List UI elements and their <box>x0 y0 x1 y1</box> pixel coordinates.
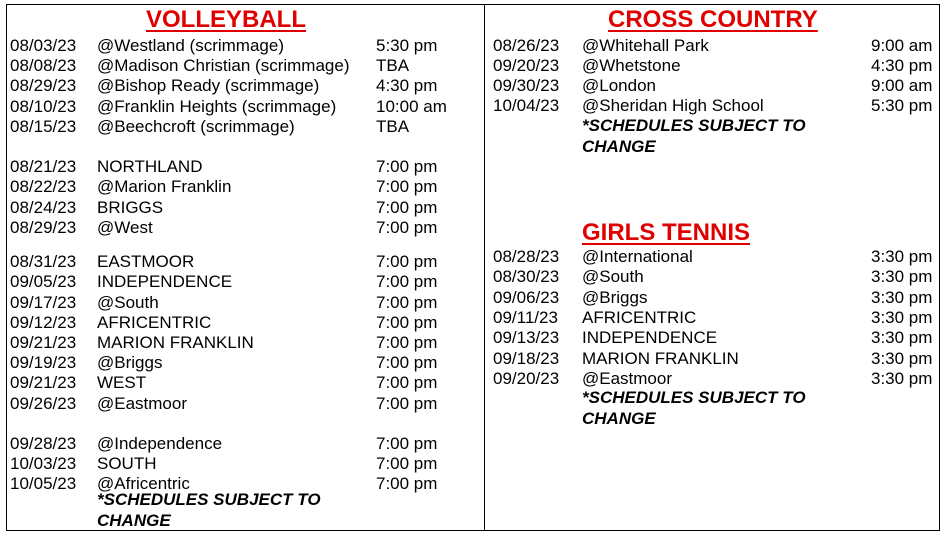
schedule-opponent: @Franklin Heights (scrimmage) <box>97 97 337 116</box>
cross-country-title: CROSS COUNTRY <box>608 6 818 33</box>
schedule-time: 7:00 pm <box>376 353 438 372</box>
schedule-opponent: @West <box>97 218 153 237</box>
schedule-opponent: @Bishop Ready (scrimmage) <box>97 76 320 95</box>
schedule-time: 7:00 pm <box>376 218 438 237</box>
schedule-time: 4:30 pm <box>871 56 933 75</box>
schedule-opponent: SOUTH <box>97 454 157 473</box>
schedule-opponent: AFRICENTRIC <box>97 313 212 332</box>
column-divider <box>484 4 485 531</box>
schedule-time: 7:00 pm <box>376 198 438 217</box>
schedule-opponent: @Eastmoor <box>582 369 673 388</box>
schedule-date: 09/20/23 <box>493 369 560 388</box>
schedule-opponent: @Westland (scrimmage) <box>97 36 284 55</box>
schedule-time: 3:30 pm <box>871 267 933 286</box>
schedule-opponent: @Sheridan High School <box>582 96 764 115</box>
schedule-time: 3:30 pm <box>871 247 933 266</box>
volleyball-note <box>97 490 321 531</box>
schedule-date: 10/03/23 <box>10 454 77 473</box>
schedule-opponent: @South <box>582 267 644 286</box>
schedule-time: 3:30 pm <box>871 328 933 347</box>
schedule-time: 3:30 pm <box>871 369 933 388</box>
schedule-time: 5:30 pm <box>376 36 438 55</box>
girls-tennis-title: GIRLS TENNIS <box>582 219 751 246</box>
schedule-opponent: @Eastmoor <box>97 394 188 413</box>
schedule-date: 10/04/23 <box>493 96 560 115</box>
schedule-date: 09/18/23 <box>493 349 560 368</box>
schedule-date: 09/19/23 <box>10 353 77 372</box>
schedule-time: 7:00 pm <box>376 157 438 176</box>
schedule-date: 08/10/23 <box>10 97 77 116</box>
schedule-time: 7:00 pm <box>376 454 438 473</box>
schedule-date: 09/20/23 <box>493 56 560 75</box>
schedule-date: 08/26/23 <box>493 36 560 55</box>
schedule-opponent: @Africentric <box>97 474 190 493</box>
schedule-date: 09/21/23 <box>10 333 77 352</box>
schedule-opponent: @Marion Franklin <box>97 177 232 196</box>
schedule-date: 10/05/23 <box>10 474 77 493</box>
schedule-time: 7:00 pm <box>376 252 438 271</box>
schedule-opponent: NORTHLAND <box>97 157 203 176</box>
schedule-date: 08/03/23 <box>10 36 77 55</box>
girls-tennis-note-line1: *SCHEDULES SUBJECT TO <box>582 388 806 407</box>
schedule-date: 08/15/23 <box>10 117 77 136</box>
schedule-time: 7:00 pm <box>376 177 438 196</box>
schedule-date: 09/05/23 <box>10 272 77 291</box>
schedule-opponent: @Whitehall Park <box>582 36 709 55</box>
schedule-date: 09/11/23 <box>493 308 558 327</box>
girls-tennis-note <box>582 388 806 429</box>
schedule-time: 7:00 pm <box>376 333 438 352</box>
schedule-date: 08/28/23 <box>493 247 560 266</box>
schedule-opponent: MARION FRANKLIN <box>582 349 739 368</box>
girls-tennis-note-line2: CHANGE <box>582 408 656 428</box>
schedule-time: 10:00 am <box>376 97 447 116</box>
schedule-date: 08/29/23 <box>10 76 77 95</box>
schedule-time: TBA <box>376 56 410 75</box>
schedule-time: 3:30 pm <box>871 308 933 327</box>
schedule-opponent: @Briggs <box>97 353 163 372</box>
schedule-date: 08/31/23 <box>10 252 77 271</box>
schedule-opponent: @Madison Christian (scrimmage) <box>97 56 350 75</box>
schedule-time: 5:30 pm <box>871 96 933 115</box>
schedule-time: 7:00 pm <box>376 293 438 312</box>
schedule-time: 7:00 pm <box>376 434 438 453</box>
schedule-date: 09/21/23 <box>10 373 77 392</box>
schedule-date: 09/06/23 <box>493 288 560 307</box>
schedule-opponent: @Briggs <box>582 288 648 307</box>
schedule-opponent: @Independence <box>97 434 223 453</box>
schedule-time: 7:00 pm <box>376 313 438 332</box>
schedule-date: 09/13/23 <box>493 328 560 347</box>
schedule-time: 9:00 am <box>871 76 933 95</box>
schedule-opponent: WEST <box>97 373 147 392</box>
schedule-date: 09/12/23 <box>10 313 77 332</box>
schedule-time: 7:00 pm <box>376 474 438 493</box>
volleyball-note-line2: CHANGE <box>97 510 171 530</box>
cross-country-note <box>582 116 806 157</box>
schedule-time: 4:30 pm <box>376 76 438 95</box>
schedule-date: 09/28/23 <box>10 434 77 453</box>
schedule-time: 3:30 pm <box>871 288 933 307</box>
schedule-date: 09/26/23 <box>10 394 77 413</box>
schedule-opponent: @International <box>582 247 693 266</box>
schedule-date: 08/21/23 <box>10 157 77 176</box>
schedule-date: 08/29/23 <box>10 218 77 237</box>
cross-country-note-line2: CHANGE <box>582 136 656 156</box>
schedule-opponent: AFRICENTRIC <box>582 308 697 327</box>
schedule-date: 08/24/23 <box>10 198 77 217</box>
schedule-time: 7:00 pm <box>376 394 438 413</box>
schedule-date: 08/08/23 <box>10 56 77 75</box>
schedule-opponent: EASTMOOR <box>97 252 195 271</box>
schedule-opponent: INDEPENDENCE <box>97 272 233 291</box>
cross-country-note-line1: *SCHEDULES SUBJECT TO <box>582 116 806 135</box>
schedule-date: 09/17/23 <box>10 293 77 312</box>
schedule-date: 09/30/23 <box>493 76 560 95</box>
volleyball-note-line1: *SCHEDULES SUBJECT TO <box>97 490 321 509</box>
schedule-time: 9:00 am <box>871 36 933 55</box>
volleyball-title: VOLLEYBALL <box>146 6 306 33</box>
schedule-opponent: INDEPENDENCE <box>582 328 718 347</box>
schedule-date: 08/22/23 <box>10 177 77 196</box>
schedule-time: TBA <box>376 117 410 136</box>
schedule-time: 3:30 pm <box>871 349 933 368</box>
schedule-opponent: @Beechcroft (scrimmage) <box>97 117 295 136</box>
schedule-time: 7:00 pm <box>376 272 438 291</box>
schedule-time: 7:00 pm <box>376 373 438 392</box>
schedule-opponent: @London <box>582 76 656 95</box>
schedule-opponent: @South <box>97 293 159 312</box>
schedule-opponent: MARION FRANKLIN <box>97 333 254 352</box>
schedule-opponent: @Whetstone <box>582 56 681 75</box>
schedule-date: 08/30/23 <box>493 267 560 286</box>
schedule-opponent: BRIGGS <box>97 198 164 217</box>
